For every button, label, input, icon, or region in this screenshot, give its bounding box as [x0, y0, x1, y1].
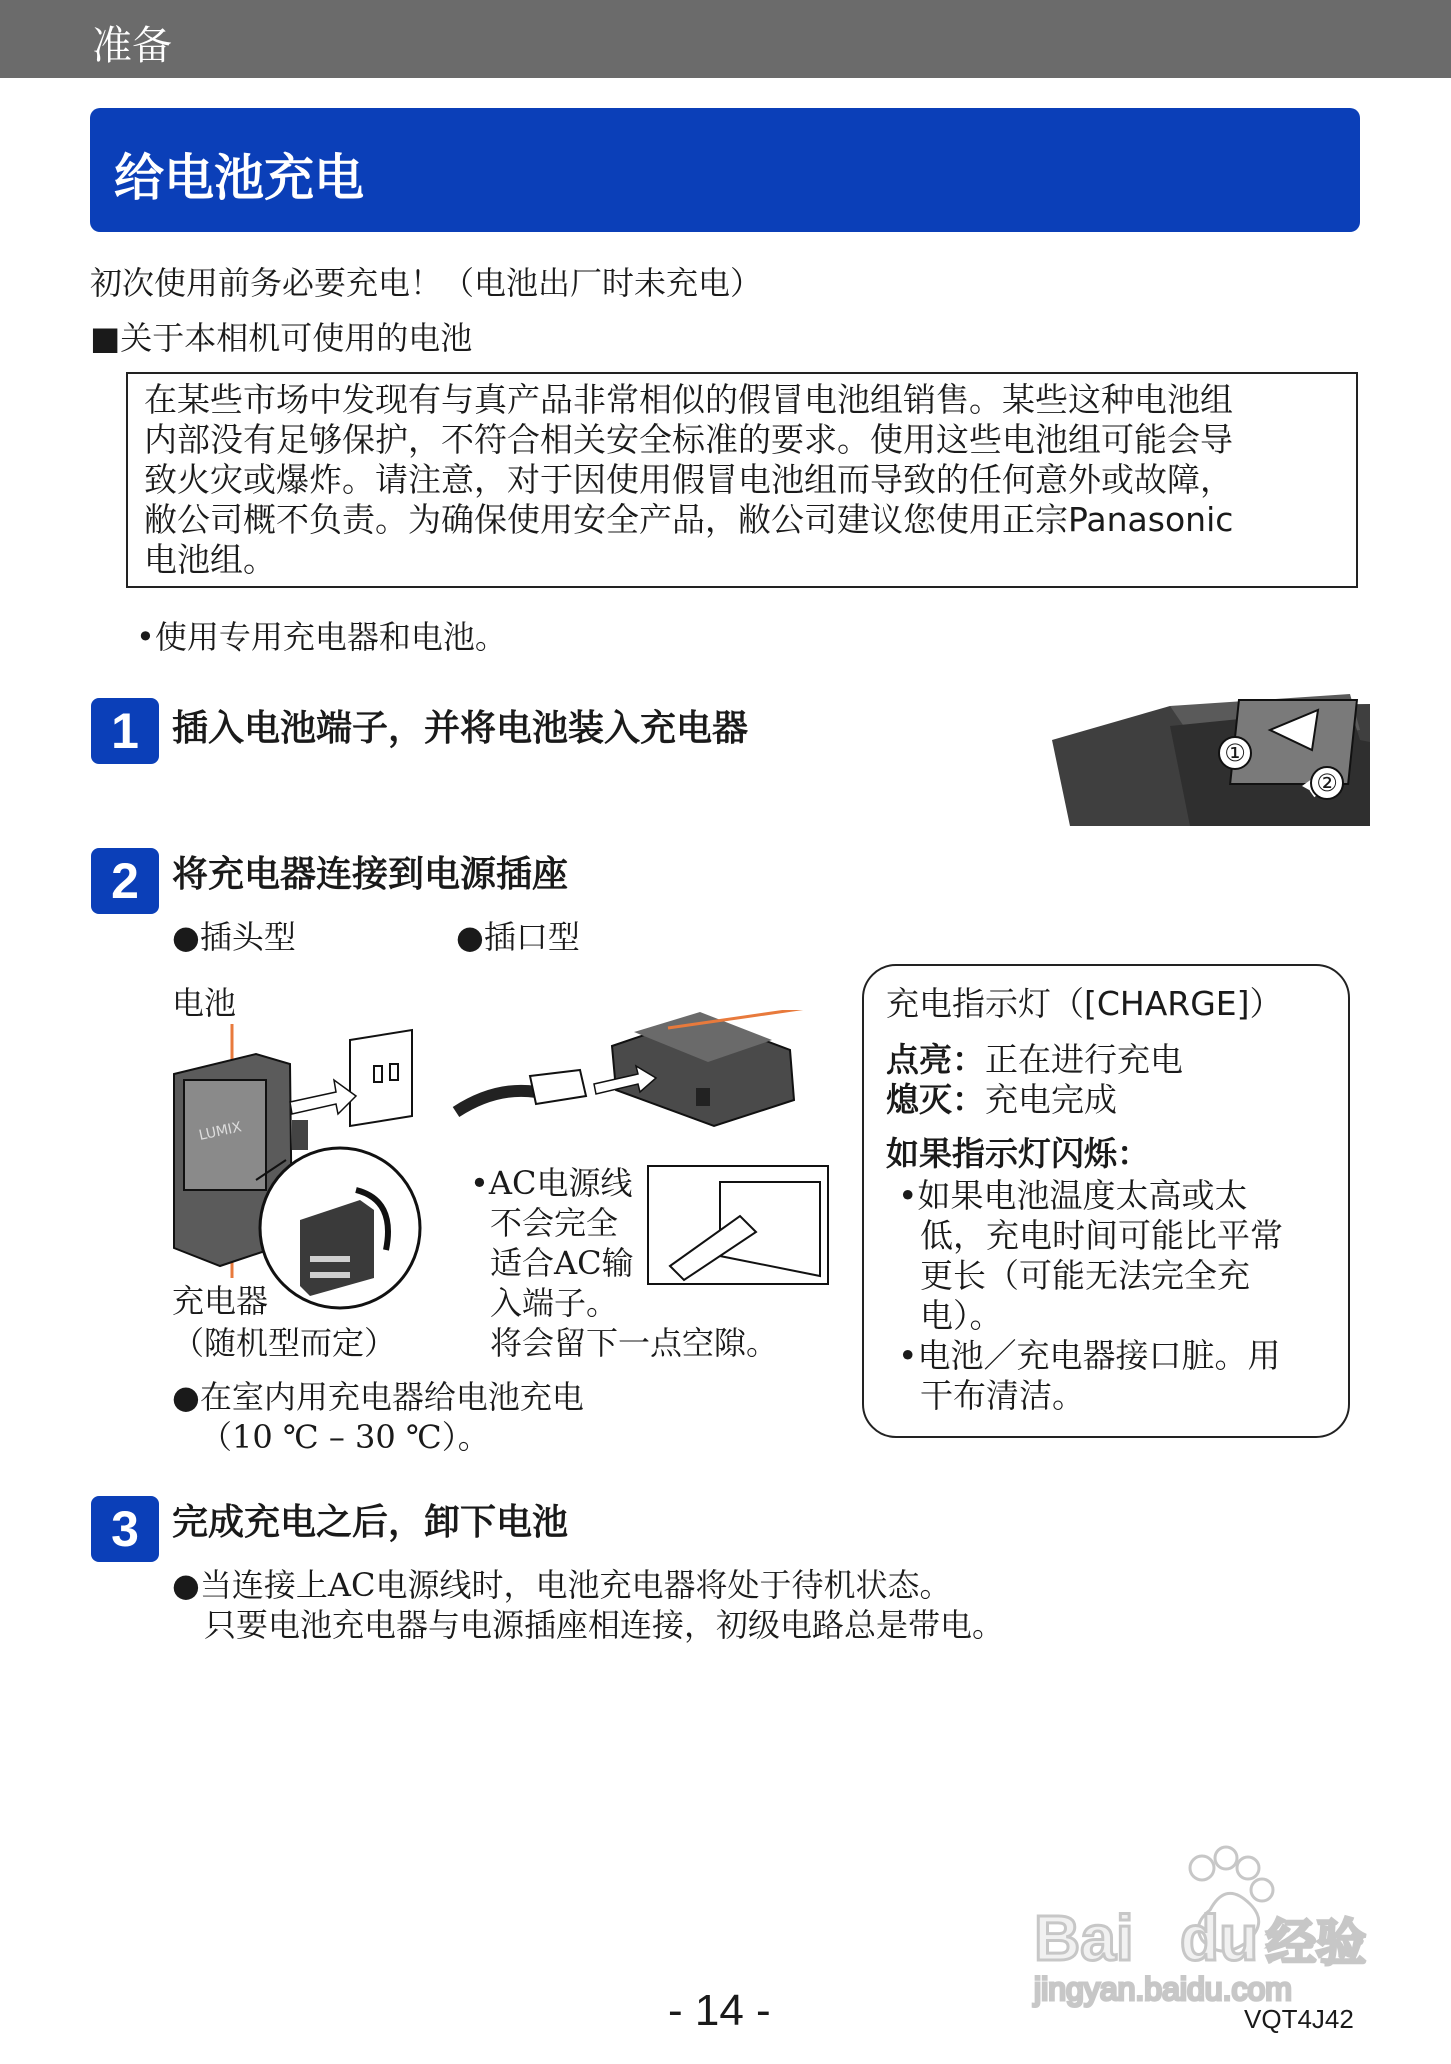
step-3-line: ●当连接上AC电源线时，电池充电器将处于待机状态。: [172, 1566, 952, 1604]
flash-item-line: 低，充电时间可能比平常: [920, 1216, 1283, 1255]
top-bar: [0, 0, 1451, 78]
indicator-title: 充电指示灯（[CHARGE]）: [886, 984, 1283, 1023]
step-3-line: 只要电池充电器与电源插座相连接，初级电路总是带电。: [204, 1606, 1005, 1644]
flash-item-line: 干布清洁。: [920, 1376, 1085, 1415]
section-label: 准备: [92, 23, 172, 69]
battery-heading: ■关于本相机可使用的电池: [90, 319, 473, 357]
cord-note-line: 将会留下一点空隙。: [490, 1324, 779, 1362]
warning-line: 致火灾或爆炸。请注意，对于因使用假冒电池组而导致的任何意外或故障，: [144, 460, 1233, 499]
flash-item-line: 更长（可能无法完全充: [920, 1256, 1250, 1295]
step-3-badge: 3: [91, 1496, 159, 1562]
charger-bullet: •使用专用充电器和电池。: [136, 618, 507, 656]
cord-note-line: •AC电源线: [470, 1164, 633, 1202]
page-title: 给电池充电: [114, 149, 364, 207]
battery-insert-illustration: [1050, 690, 1370, 826]
intro-line: [90, 258, 762, 304]
flash-item-line: 电）。: [920, 1296, 1003, 1335]
charge-indicator-box: [862, 964, 1350, 1438]
callout-1: ①: [1218, 736, 1252, 770]
intro-lead: 初次使用前务必要充电！: [90, 264, 443, 302]
cord-note-line: 不会完全: [490, 1204, 619, 1242]
step-3-title: 完成充电之后，卸下电池: [172, 1502, 569, 1543]
page-title-banner: [90, 108, 1360, 232]
warning-line: 在某些市场中发现有与真产品非常相似的假冒电池组销售。某些这种电池组: [144, 380, 1233, 419]
svg-text:jingyan.baidu.com: jingyan.baidu.com: [1034, 1971, 1292, 2007]
intro-note: （电池出厂时未充电）: [442, 264, 763, 302]
warning-box: [126, 372, 1358, 588]
indicator-off-text: 充电完成: [985, 1080, 1117, 1119]
callout-2: ②: [1310, 766, 1344, 800]
step-2-badge: 2: [91, 848, 159, 914]
warning-line: 电池组。: [144, 540, 276, 579]
charger-note: （随机型而定）: [172, 1324, 397, 1362]
inlet-type-label: ●插口型: [456, 918, 580, 956]
cord-note-line: 适合AC输: [490, 1244, 634, 1282]
step-2-title: 将充电器连接到电源插座: [172, 854, 569, 895]
warning-line: 内部没有足够保护，不符合相关安全标准的要求。使用这些电池组可能会导: [144, 420, 1233, 459]
svg-text:Bai: Bai: [1034, 1902, 1134, 1974]
temperature-note: ●在室内用充电器给电池充电: [172, 1378, 584, 1416]
svg-text:经验: 经验: [1266, 1914, 1366, 1972]
baidu-watermark-logo: [1030, 1840, 1370, 2010]
step-1-title: 插入电池端子，并将电池装入充电器: [172, 708, 749, 749]
charger-label: 充电器: [172, 1282, 269, 1320]
warning-line: 敝公司概不负责。为确保使用安全产品，敝公司建议您使用正宗Panasonic: [144, 500, 1234, 539]
svg-text:du: du: [1180, 1902, 1259, 1974]
temperature-range: （10 ℃ – 30 ℃）。: [200, 1418, 490, 1456]
svg-text:LUMIX: LUMIX: [197, 1119, 244, 1144]
indicator-on-text: 正在进行充电: [985, 1040, 1183, 1079]
step-1-badge: 1: [91, 698, 159, 764]
flash-heading: 如果指示灯闪烁：: [886, 1134, 1150, 1173]
battery-label: 电池: [172, 984, 237, 1022]
indicator-off-label: 熄灭：: [886, 1080, 985, 1119]
indicator-off-line: [886, 1074, 1117, 1121]
flash-item-line: •电池／充电器接口脏。用: [898, 1336, 1281, 1375]
page-number: - 14 -: [668, 1986, 771, 2035]
document-code: VQT4J42: [1244, 2004, 1354, 2034]
indicator-on-label: 点亮：: [886, 1040, 985, 1079]
cord-note-line: 入端子。: [490, 1284, 619, 1322]
plug-type-label: ●插头型: [172, 918, 296, 956]
flash-item-line: •如果电池温度太高或太: [898, 1176, 1248, 1215]
